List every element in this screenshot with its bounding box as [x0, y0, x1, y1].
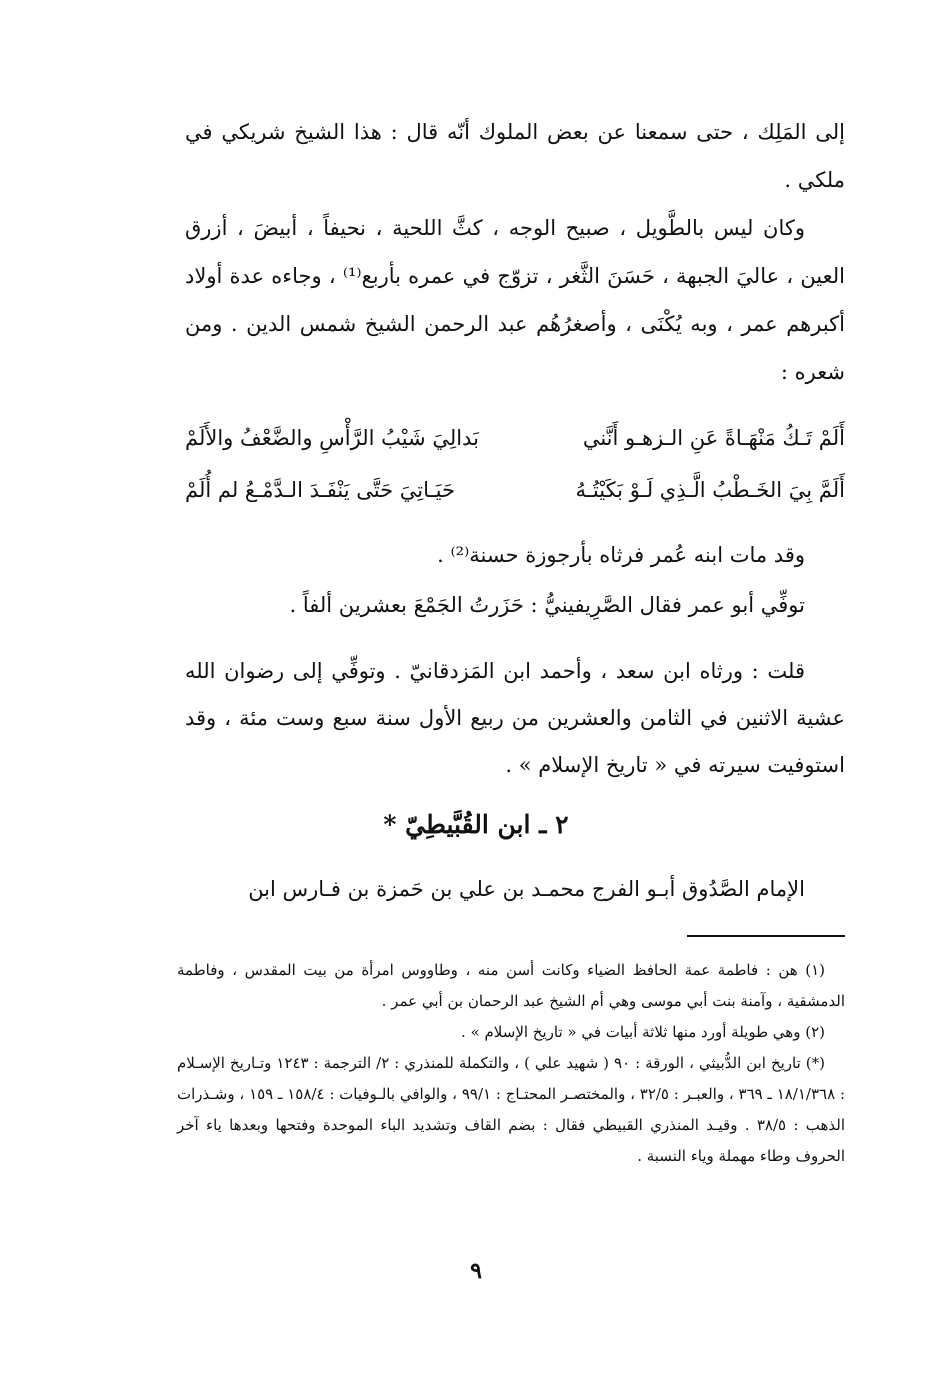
qult-paragraph: قلت : ورثاه ابن سعد ، وأحمد ابن المَزدقانيّ . وتوفِّي إلى رضوان الله عشية الاثنين في الثامن والعشرين من ربيع الأول سنة سبع وست مئة ، وقد استوفيت سيرته في « تاريخ الإسلام » .: [185, 659, 845, 777]
footnote-1: (١) هن : فاطمة عمة الحافظ الضياء وكانت أسن منه ، وطاووس امرأة من بيت المقدس ، وفاطمة الدمشقية ، وآمنة بنت أبي موسى وهي أم الشيخ عبد الرحمان بن أبي عمر .: [177, 961, 845, 1010]
paragraph-description: وكان ليس بالطَّويل ، صبيح الوجه ، كثَّ اللحية ، نحيفاً ، أبيضَ ، أزرق العين ، عاليَ الجبهة ، حَسَنَ الثَّغر ، تزوّج في عمره بأربع⁽¹⁾ ، وجاءه عدة أولاد أكبرهم عمر ، وبه يُكْنَى ، وأصغرُهُم عبد الرحمن الشيخ شمس الدين . ومن شعره :: [185, 216, 845, 384]
son-death-line: وقد مات ابنه عُمر فرثاه بأرجوزة حسنة⁽²⁾ .: [437, 543, 805, 567]
biography-heading: ٢ ـ ابن القُبَّيطِيّ *: [383, 810, 569, 839]
verse-second-hemistich: بَدالِيَ شَيْبُ الرَّأْسِ والضَّعْفُ والأَلَمْ: [185, 426, 479, 450]
footnote-2: (٢) وهي طويلة أورد منها ثلاثة أبيات في « تاريخ الإسلام » .: [461, 1023, 825, 1041]
page-number: ٩: [470, 1258, 482, 1284]
verse-first-hemistich: أَلَمَّ بِيَ الخَـطْبُ الَّـذِي لَـوْ بَكَيْتُـهُ: [575, 478, 845, 502]
verse-second-hemistich: حَيَـاتِيَ حَتَّى يَنْفَـدَ الـدَّمْـعُ لم أُلَمْ: [185, 478, 455, 502]
biography-intro: الإمام الصَّدُوق أبـو الفرج محمـد بن علي بن حَمزة بن فـارس ابن: [248, 877, 805, 901]
poem-verse-2: [185, 464, 845, 516]
footnote-star: (*) تاريخ ابن الدُّبيثي ، الورقة : ٩٠ ( شهيد علي ) ، والتكملة للمنذري : ٢/ الترجمة : ١٢٤٣ وتـاريخ الإسـلام : ١٨/١/٣٦٨ ـ ٣٦٩ ، والعبـر : ٣٢/٥ ، والمختصـر المحتـاج : ٩٩/١ ، والوافي بالـوفيات : ١٥٨/٤ ـ ١٥٩ ، وشـذرات الذهب : ٣٨/٥ . وقيـد المنذري القبيطي فقال : بضم القاف وتشديد الباء الموحدة وفتحها وبعدها ياء آخر الحروف وطاء مهملة وياء النسبة .: [177, 1054, 845, 1165]
footnotes: [177, 955, 845, 1172]
verse-first-hemistich: أَلَمْ تَـكُ مَنْهَـاةً عَنِ الـزهـو أَنَّني: [582, 426, 845, 450]
author-comment: [185, 648, 845, 789]
paragraph-continued: إلى المَلِك ، حتى سمعنا عن بعض الملوك أنّه قال : هذا الشيخ شريكي في ملكي .: [185, 120, 845, 192]
after-poem-text: [185, 530, 845, 630]
main-text: [185, 108, 845, 396]
footnote-separator: [687, 935, 845, 937]
poem-verse-1: [185, 412, 845, 464]
poem: [185, 412, 845, 516]
death-date-line: توفِّي أبو عمر فقال الصَّرِيفينيُّ : حَزَرتُ الجَمْعَ بعشرين ألفاً .: [289, 593, 805, 617]
